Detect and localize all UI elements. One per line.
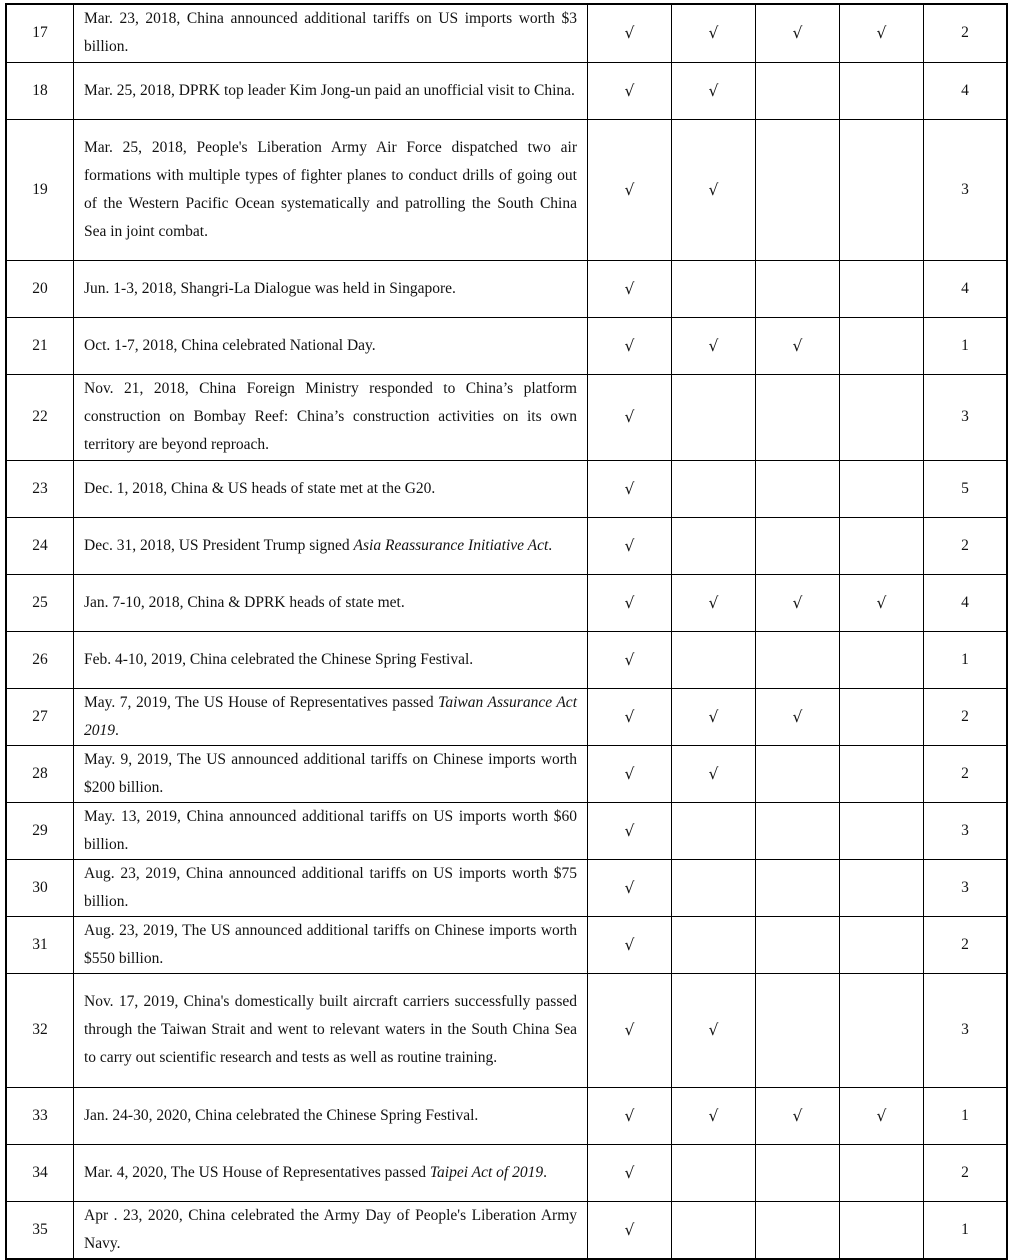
check-cell: [840, 916, 924, 973]
row-number: 25: [6, 574, 74, 631]
event-description: [74, 4, 588, 62]
check-mark: √: [876, 593, 887, 612]
row-number: 35: [6, 1201, 74, 1259]
row-number: 34: [6, 1144, 74, 1201]
row-number: 30: [6, 859, 74, 916]
event-text: Mar. 25, 2018, DPRK top leader Kim Jong-un paid an unofficial visit to China.: [84, 81, 575, 99]
table-row: [6, 374, 1007, 460]
score-value: 1: [924, 317, 1008, 374]
check-cell: [588, 859, 672, 916]
score-value: 2: [924, 916, 1008, 973]
check-cell: [672, 1201, 756, 1259]
check-cell: [672, 460, 756, 517]
check-cell: [840, 1201, 924, 1259]
check-cell: [756, 745, 840, 802]
check-cell: [588, 374, 672, 460]
check-cell: [756, 859, 840, 916]
event-text: May. 9, 2019, The US announced additional tariffs on Chinese imports worth $200 billion.: [84, 750, 577, 796]
event-text-part: .: [543, 1163, 547, 1181]
check-mark: √: [624, 479, 635, 498]
check-cell: [672, 4, 756, 62]
check-cell: [756, 460, 840, 517]
check-cell: [756, 916, 840, 973]
table-row: [6, 62, 1007, 119]
score-value: 1: [924, 631, 1008, 688]
event-text: Nov. 17, 2019, China's domestically built aircraft carriers successfully passed through the Taiwan Strait and went to relevant waters in the South China Sea to carry out scientific research and tests as well as routine training.: [84, 993, 577, 1066]
table-row: [6, 317, 1007, 374]
check-mark: √: [624, 279, 635, 298]
check-cell: [840, 4, 924, 62]
score-value: 4: [924, 260, 1008, 317]
event-text-part: .: [115, 721, 119, 739]
check-mark: √: [624, 1021, 635, 1039]
check-cell: [672, 802, 756, 859]
event-description: [74, 688, 588, 745]
check-mark: √: [708, 593, 719, 612]
check-mark: √: [624, 24, 635, 43]
check-cell: [756, 973, 840, 1087]
check-cell: [588, 802, 672, 859]
check-cell: [840, 517, 924, 574]
check-mark: √: [624, 650, 635, 669]
check-cell: [588, 317, 672, 374]
check-mark: √: [792, 336, 803, 355]
check-cell: [588, 631, 672, 688]
check-cell: [588, 260, 672, 317]
check-cell: [840, 631, 924, 688]
check-cell: [840, 802, 924, 859]
check-cell: [588, 745, 672, 802]
row-number: 33: [6, 1087, 74, 1144]
row-number: 24: [6, 517, 74, 574]
table-row: [6, 4, 1007, 62]
check-cell: [588, 574, 672, 631]
row-number: 27: [6, 688, 74, 745]
score-value: 1: [924, 1201, 1008, 1259]
events-table: [5, 3, 1008, 1260]
check-mark: √: [708, 180, 719, 199]
score-value: 2: [924, 4, 1008, 62]
row-number: 19: [6, 119, 74, 260]
check-mark: √: [624, 180, 635, 199]
check-mark: √: [708, 1021, 719, 1039]
event-description: [74, 374, 588, 460]
score-value: 4: [924, 62, 1008, 119]
event-text: Apr . 23, 2020, China celebrated the Army Day of People's Liberation Army Navy.: [84, 1206, 577, 1252]
row-number: 26: [6, 631, 74, 688]
check-cell: [840, 859, 924, 916]
check-cell: [756, 119, 840, 260]
event-text-part: Mar. 4, 2020, The US House of Representatives passed: [84, 1163, 430, 1181]
check-cell: [588, 517, 672, 574]
check-cell: [672, 1144, 756, 1201]
row-number: 23: [6, 460, 74, 517]
check-cell: [840, 745, 924, 802]
check-mark: √: [792, 707, 803, 726]
check-mark: √: [624, 935, 635, 954]
check-mark: √: [876, 1106, 887, 1125]
check-cell: [588, 460, 672, 517]
check-cell: [756, 688, 840, 745]
act-title: Taiwan Assurance Act 2019: [84, 693, 577, 739]
check-cell: [588, 973, 672, 1087]
check-cell: [672, 517, 756, 574]
check-cell: [840, 317, 924, 374]
event-text: Dec. 1, 2018, China & US heads of state met at the G20.: [84, 479, 436, 497]
check-cell: [756, 260, 840, 317]
check-cell: [840, 62, 924, 119]
check-mark: √: [624, 336, 635, 355]
check-cell: [588, 119, 672, 260]
table-row: [6, 631, 1007, 688]
check-cell: [588, 916, 672, 973]
event-text: [84, 694, 577, 739]
check-cell: [672, 119, 756, 260]
check-cell: [840, 688, 924, 745]
check-mark: √: [624, 707, 635, 726]
check-cell: [588, 1087, 672, 1144]
row-number: 29: [6, 802, 74, 859]
row-number: 31: [6, 916, 74, 973]
check-cell: [756, 574, 840, 631]
event-description: [74, 745, 588, 802]
check-mark: √: [624, 536, 635, 555]
check-cell: [672, 260, 756, 317]
check-cell: [756, 517, 840, 574]
event-text: Aug. 23, 2019, The US announced additional tariffs on Chinese imports worth $550 billion.: [84, 921, 577, 967]
event-description: [74, 1201, 588, 1259]
score-value: 2: [924, 1144, 1008, 1201]
score-value: 3: [924, 374, 1008, 460]
check-mark: √: [708, 336, 719, 355]
event-text: Feb. 4-10, 2019, China celebrated the Chinese Spring Festival.: [84, 650, 474, 668]
check-cell: [672, 688, 756, 745]
check-mark: √: [624, 1163, 635, 1182]
table-row: [6, 688, 1007, 745]
check-cell: [840, 1087, 924, 1144]
event-description: [74, 260, 588, 317]
row-number: 20: [6, 260, 74, 317]
score-value: 3: [924, 802, 1008, 859]
event-description: [74, 574, 588, 631]
row-number: 32: [6, 973, 74, 1087]
event-text: Jun. 1-3, 2018, Shangri-La Dialogue was held in Singapore.: [84, 279, 456, 297]
check-cell: [672, 574, 756, 631]
check-cell: [672, 745, 756, 802]
table-row: [6, 574, 1007, 631]
check-cell: [840, 460, 924, 517]
score-value: 3: [924, 119, 1008, 260]
event-text: Nov. 21, 2018, China Foreign Ministry responded to China’s platform construction on Bombay Reef: China’s construction activities on its own territory are beyond reproach.: [84, 380, 577, 453]
event-text: [84, 537, 552, 554]
check-cell: [756, 1087, 840, 1144]
table-row: [6, 460, 1007, 517]
check-cell: [756, 802, 840, 859]
table-row: [6, 119, 1007, 260]
check-cell: [672, 317, 756, 374]
check-cell: [840, 973, 924, 1087]
act-title: Asia Reassurance Initiative Act: [353, 536, 549, 554]
event-text: Mar. 25, 2018, People's Liberation Army Air Force dispatched two air formations with multiple types of fighter planes to conduct drills of going out of the Western Pacific Ocean systematically and patrolling the South China Sea in joint combat.: [84, 138, 577, 240]
event-text-part: .: [548, 536, 553, 554]
table-row: [6, 517, 1007, 574]
act-title: Taipei Act of 2019: [429, 1163, 544, 1181]
event-text: [84, 1164, 547, 1181]
check-cell: [756, 62, 840, 119]
event-description: [74, 802, 588, 859]
row-number: 18: [6, 62, 74, 119]
check-cell: [672, 631, 756, 688]
table-row: [6, 859, 1007, 916]
event-description: [74, 859, 588, 916]
table-row: [6, 1201, 1007, 1259]
row-number: 21: [6, 317, 74, 374]
check-mark: √: [624, 1106, 635, 1125]
event-description: [74, 1144, 588, 1201]
check-cell: [588, 62, 672, 119]
check-cell: [756, 317, 840, 374]
event-description: [74, 631, 588, 688]
table-row: [6, 260, 1007, 317]
check-cell: [756, 1144, 840, 1201]
check-cell: [840, 574, 924, 631]
event-description: [74, 317, 588, 374]
check-cell: [756, 631, 840, 688]
score-value: 5: [924, 460, 1008, 517]
row-number: 28: [6, 745, 74, 802]
event-text: Jan. 7-10, 2018, China & DPRK heads of state met.: [84, 593, 405, 611]
check-mark: √: [792, 24, 803, 43]
check-cell: [840, 1144, 924, 1201]
check-mark: √: [708, 707, 719, 726]
event-description: [74, 973, 588, 1087]
check-cell: [756, 1201, 840, 1259]
check-mark: √: [708, 24, 719, 43]
check-cell: [672, 374, 756, 460]
check-cell: [756, 374, 840, 460]
row-number: 22: [6, 374, 74, 460]
event-description: [74, 517, 588, 574]
check-cell: [588, 1144, 672, 1201]
check-cell: [756, 4, 840, 62]
event-description: [74, 1087, 588, 1144]
table-row: [6, 745, 1007, 802]
table-row: [6, 916, 1007, 973]
check-mark: √: [624, 821, 635, 840]
score-value: 2: [924, 517, 1008, 574]
score-value: 3: [924, 973, 1008, 1087]
score-value: 3: [924, 859, 1008, 916]
check-cell: [672, 916, 756, 973]
check-mark: √: [624, 408, 635, 426]
check-mark: √: [624, 81, 635, 100]
table-row: [6, 1087, 1007, 1144]
row-number: 17: [6, 4, 74, 62]
check-mark: √: [876, 24, 887, 43]
event-text-part: Dec. 31, 2018, US President Trump signed: [84, 536, 354, 554]
check-cell: [840, 119, 924, 260]
check-cell: [672, 62, 756, 119]
event-description: [74, 62, 588, 119]
table-row: [6, 802, 1007, 859]
score-value: 1: [924, 1087, 1008, 1144]
check-cell: [672, 1087, 756, 1144]
check-cell: [588, 1201, 672, 1259]
check-cell: [588, 4, 672, 62]
check-mark: √: [624, 1220, 635, 1239]
score-value: 2: [924, 688, 1008, 745]
event-text: Oct. 1-7, 2018, China celebrated National Day.: [84, 336, 376, 354]
check-mark: √: [624, 764, 635, 783]
check-mark: √: [708, 81, 719, 100]
event-description: [74, 119, 588, 260]
table-body: [6, 4, 1007, 1259]
event-text: May. 13, 2019, China announced additional tariffs on US imports worth $60 billion.: [84, 807, 577, 853]
check-cell: [588, 688, 672, 745]
score-value: 4: [924, 574, 1008, 631]
event-text: Jan. 24-30, 2020, China celebrated the Chinese Spring Festival.: [84, 1106, 479, 1124]
check-mark: √: [792, 593, 803, 612]
event-text-part: May. 7, 2019, The US House of Representatives passed: [84, 693, 439, 711]
check-mark: √: [624, 878, 635, 897]
check-cell: [840, 260, 924, 317]
check-mark: √: [624, 593, 635, 612]
check-cell: [672, 859, 756, 916]
check-cell: [840, 374, 924, 460]
table-row: [6, 1144, 1007, 1201]
event-text: Mar. 23, 2018, China announced additional tariffs on US imports worth $3 billion.: [84, 10, 577, 56]
check-mark: √: [792, 1106, 803, 1125]
score-value: 2: [924, 745, 1008, 802]
event-description: [74, 460, 588, 517]
table-row: [6, 973, 1007, 1087]
event-description: [74, 916, 588, 973]
check-mark: √: [708, 764, 719, 783]
check-cell: [672, 973, 756, 1087]
event-text: Aug. 23, 2019, China announced additional tariffs on US imports worth $75 billion.: [84, 864, 577, 910]
check-mark: √: [708, 1106, 719, 1125]
